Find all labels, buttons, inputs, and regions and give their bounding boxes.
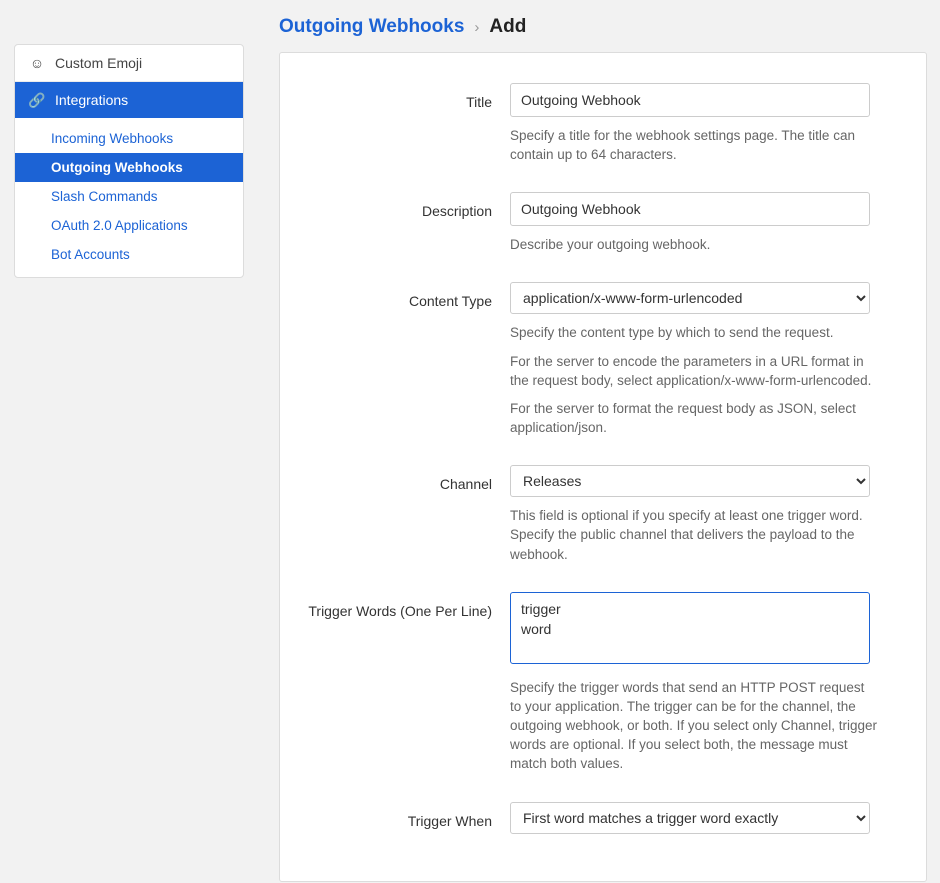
content-type-help-text-1: Specify the content type by which to send the request. [510, 325, 834, 341]
field-row-title [280, 83, 896, 164]
field-row-description [280, 192, 896, 254]
channel-help-text: This field is optional if you specify at least one trigger word. Specify the public channel that delivers the payload to the webhook. [510, 508, 863, 562]
sidebar-item-incoming-webhooks[interactable]: Incoming Webhooks [51, 131, 174, 146]
trigger-words-textarea[interactable] [510, 592, 870, 664]
sidebar-sub-list [15, 118, 243, 277]
trigger-when-select[interactable] [510, 802, 870, 834]
trigger-words-label: Trigger Words (One Per Line) [308, 602, 492, 619]
field-row-trigger-words [280, 592, 896, 774]
trigger-when-label: Trigger When [407, 812, 492, 829]
title-label: Title [466, 94, 492, 110]
link-icon: 🔗 [28, 92, 46, 108]
sidebar-item-slash-commands[interactable]: Slash Commands [51, 189, 158, 204]
content-type-label: Content Type [408, 293, 492, 310]
title-input[interactable] [510, 83, 870, 117]
field-row-channel [280, 465, 896, 563]
content-type-help-text-2: For the server to encode the parameters in a URL format in the request body, select application/x-www-form-urlencoded. [510, 353, 872, 388]
breadcrumb-parent-link[interactable]: Outgoing Webhooks [279, 16, 465, 37]
field-row-trigger-when [280, 802, 896, 834]
channel-label: Channel [439, 476, 492, 493]
trigger-words-help-text: Specify the trigger words that send an HTTP POST request to your application. The trigger can be for the channel, the outgoing webhook, or both. If you select only Channel, trigger words are optional. If you select both, the message must match both values. [510, 679, 877, 772]
description-help-text: Describe your outgoing webhook. [510, 237, 711, 253]
content-type-help-text-3: For the server to format the request body as JSON, select application/json. [510, 400, 856, 436]
sidebar-item-bot-accounts[interactable]: Bot Accounts [51, 247, 130, 262]
breadcrumb-current: Add [489, 16, 527, 37]
sidebar [14, 44, 244, 278]
sidebar-section-integrations[interactable] [15, 82, 243, 118]
sidebar-item-oauth-applications[interactable]: OAuth 2.0 Applications [51, 218, 188, 233]
sidebar-section-custom-emoji[interactable] [15, 45, 243, 82]
channel-select[interactable] [510, 465, 870, 497]
chevron-right-icon: › [474, 18, 480, 36]
sidebar-section-label: Custom Emoji [55, 55, 143, 71]
breadcrumb [279, 0, 940, 52]
sidebar-section-label: Integrations [55, 92, 129, 108]
content-type-select[interactable] [510, 282, 870, 314]
smiley-icon: ☺ [29, 55, 45, 71]
main-content [279, 0, 940, 883]
sidebar-item-outgoing-webhooks[interactable]: Outgoing Webhooks [15, 153, 243, 182]
field-row-content-type [280, 282, 896, 437]
webhook-form-card [279, 52, 927, 882]
description-input[interactable] [510, 192, 870, 226]
description-label: Description [421, 203, 492, 220]
title-help-text: Specify a title for the webhook settings page. The title can contain up to 64 characters. [510, 128, 855, 163]
